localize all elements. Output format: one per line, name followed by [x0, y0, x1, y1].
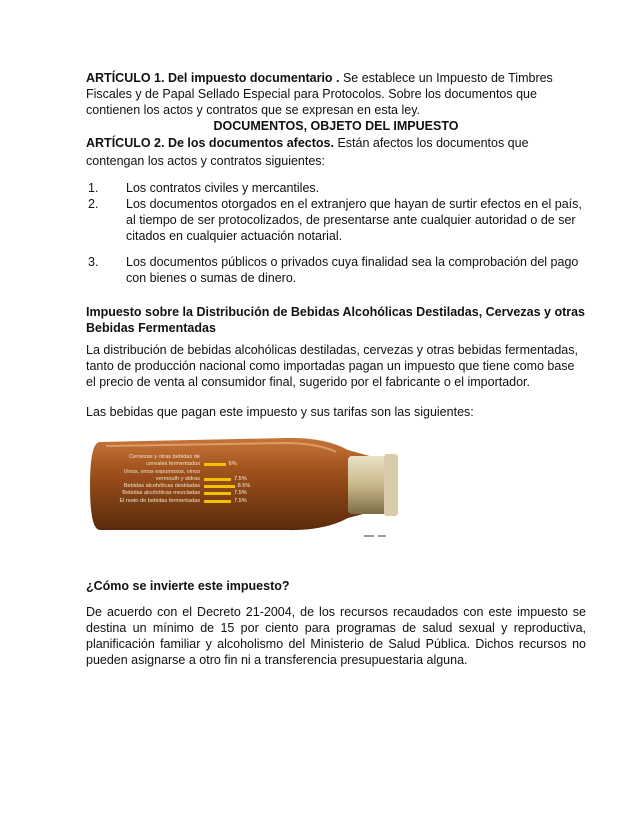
- tax-section-paragraph-2: Las bebidas que pagan este impuesto y sus tarifas son las siguientes:: [86, 405, 474, 419]
- tax-rate-percent: 6%: [228, 461, 237, 468]
- article-1: [86, 70, 586, 118]
- list-item-text: Los documentos otorgados en el extranjero que hayan de surtir efectos en el país, al tiempo de ser protocolizados, de presentarse ante cualquier autoridad o de ser citados en cualquier actuación notarial.: [126, 197, 582, 243]
- list-item-text: Los documentos públicos o privados cuya finalidad sea la comprobación del pago con bienes o sumas de dinero.: [126, 255, 579, 285]
- documents-list: [86, 180, 586, 286]
- invest-body: De acuerdo con el Decreto 21-2004, de los recursos recaudados con este impuesto se destina un mínimo de 15 por ciento para programas de salud sexual y reproductiva, planificación familiar y alcoholismo del Ministerio de Salud Pública. Dichos recursos no pueden asignarse a otro fin ni a transferencia presupuestaria alguna.: [86, 605, 586, 667]
- article-2-body: Están afectos los documentos que contengan los actos y contratos siguientes:: [86, 136, 529, 168]
- list-item: [86, 196, 586, 244]
- article-2-heading: ARTÍCULO 2. De los documentos afectos.: [86, 136, 334, 150]
- tax-rate-bar: [204, 492, 231, 495]
- tax-rate-row: [108, 461, 318, 468]
- tax-rate-row: [108, 476, 318, 483]
- article-1-body: Se establece un Impuesto de Timbres Fiscales y de Papal Sellado Especial para Protocolos. Sobre los documentos que contienen los actos y contratos que se expresan en esta ley.: [86, 71, 553, 117]
- tax-section-paragraph-1: La distribución de bebidas alcohólicas destiladas, cervezas y otras bebidas fermentadas, tanto de producción nacional como importadas pagan un impuesto que tiene como base el precio de venta al consumidor final, sugerido por el fabricante o el importador.: [86, 343, 578, 389]
- tax-rate-percent: 7.5%: [234, 475, 247, 482]
- tax-rate-bar: [204, 500, 231, 503]
- tax-rate-percent: 8.5%: [237, 483, 251, 490]
- tax-rate-label: cereales fermentados: [146, 461, 200, 468]
- tax-rate-row: [108, 498, 318, 505]
- tax-rate-label: Cervezas y otras bebidas de: [129, 454, 200, 460]
- tax-rate-label: vermouth y sidras: [155, 475, 200, 482]
- tax-rate-bar: [204, 485, 235, 488]
- tax-rate-percent: 7.5%: [234, 490, 247, 497]
- tax-rate-row: [108, 483, 318, 490]
- list-item-text: Los contratos civiles y mercantiles.: [126, 181, 320, 195]
- invest-title: ¿Cómo se invierte este impuesto?: [86, 579, 290, 593]
- tax-section-title: Impuesto sobre la Distribución de Bebidas Alcohólicas Destiladas, Cervezas y otras Bebidas Fermentadas: [86, 305, 586, 335]
- tax-rate-row: [108, 469, 318, 476]
- tax-rate-label: Vinos, vinos espumosos, vinos: [123, 468, 200, 475]
- bottle-figure: [86, 434, 406, 544]
- tax-rate-row: [108, 454, 318, 461]
- list-item: [86, 254, 586, 286]
- tax-rate-bar: [204, 463, 226, 466]
- article-1-heading: ARTÍCULO 1. Del impuesto documentario .: [86, 71, 340, 85]
- tax-rate-percent: 7.5%: [234, 497, 247, 504]
- tax-rate-row: [108, 490, 318, 497]
- section-title: DOCUMENTOS, OBJETO DEL IMPUESTO: [213, 119, 459, 133]
- tax-rates-labels: [108, 454, 318, 505]
- tax-rate-label: El resto de bebidas fermentadas: [119, 497, 200, 504]
- article-2: [86, 134, 586, 170]
- tax-rate-label: Bebidas alcohólicas mezcladas: [122, 490, 200, 497]
- document-page: [86, 70, 586, 668]
- list-item-number: 3.: [88, 255, 99, 269]
- tax-rate-label: Bebidas alcohólicas destiladas: [123, 483, 200, 490]
- list-item-number: 2.: [88, 197, 99, 211]
- list-item-number: 1.: [88, 181, 99, 195]
- tax-rate-bar: [204, 478, 231, 481]
- list-item: [86, 180, 586, 196]
